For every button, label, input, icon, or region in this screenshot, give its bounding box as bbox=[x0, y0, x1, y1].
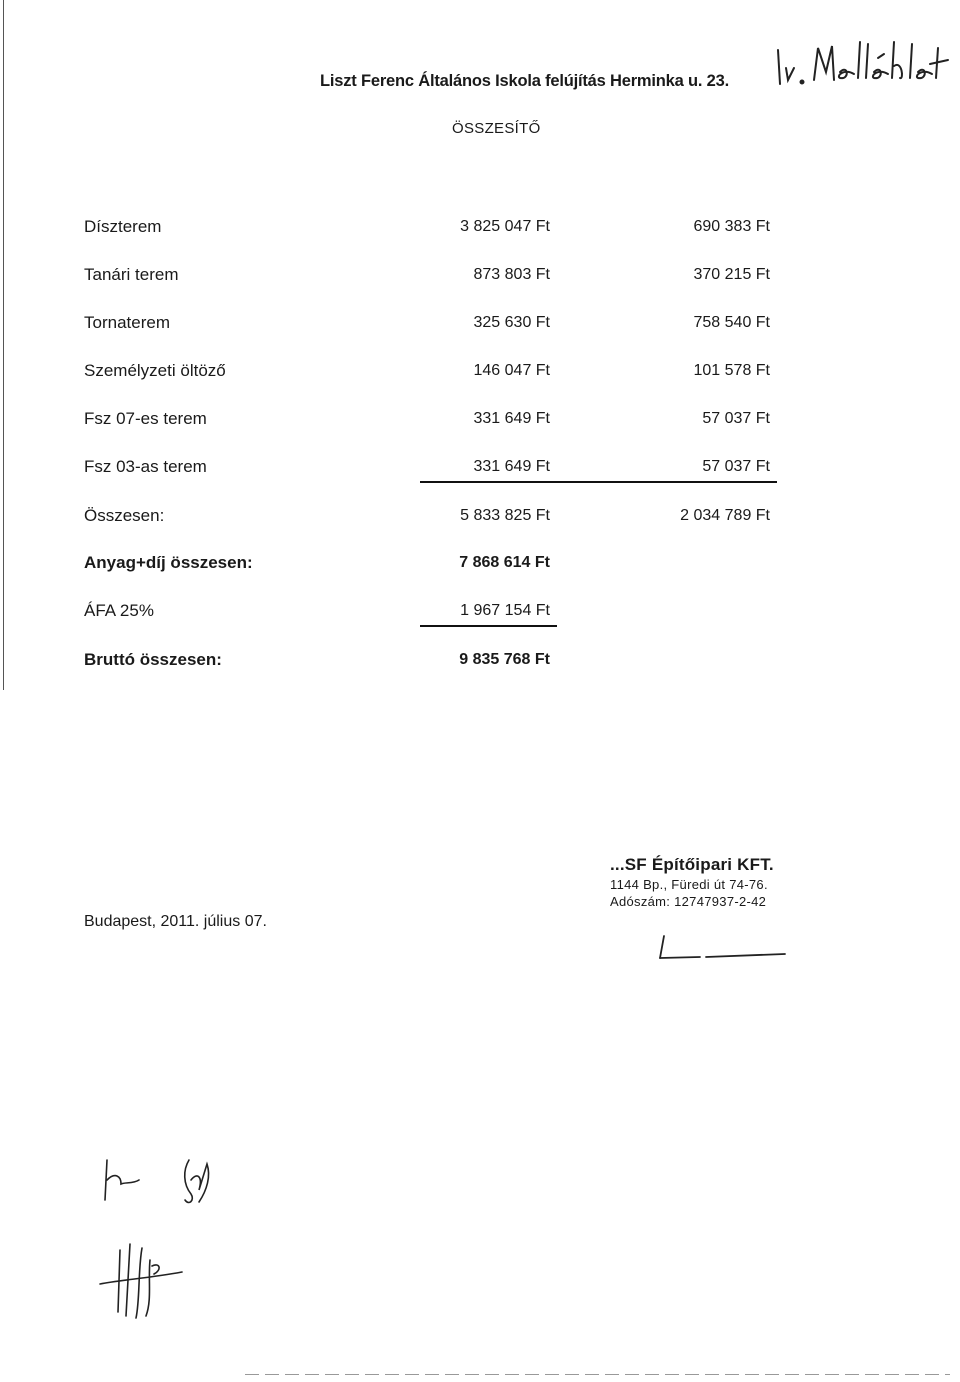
company-signature bbox=[650, 930, 790, 966]
summary-heading: ÖSSZESÍTŐ bbox=[452, 120, 541, 137]
handwritten-annex-note bbox=[770, 28, 960, 88]
row-amount-labor: 101 578 Ft bbox=[693, 362, 770, 379]
vat-rule bbox=[420, 625, 557, 627]
vat-label: ÁFA 25% bbox=[84, 601, 154, 620]
total-label: Összesen: bbox=[84, 506, 165, 525]
row-label: Tanári terem bbox=[84, 265, 179, 284]
row-amount-labor: 690 383 Ft bbox=[693, 218, 770, 235]
material-labor-total-amount: 7 868 614 Ft bbox=[459, 554, 550, 571]
bottom-dashed-line bbox=[245, 1374, 950, 1375]
material-labor-total-label: Anyag+díj összesen: bbox=[84, 553, 253, 572]
row-label: Személyzeti öltöző bbox=[84, 361, 226, 380]
stamp-address: 1144 Bp., Füredi út 74-76. bbox=[610, 877, 768, 892]
row-label: Díszterem bbox=[84, 217, 162, 236]
stamp-company-name: ...SF Építőipari KFT. bbox=[610, 855, 774, 874]
row-amount-material: 873 803 Ft bbox=[473, 266, 550, 283]
total-amount-material: 5 833 825 Ft bbox=[460, 507, 550, 524]
total-amount-labor: 2 034 789 Ft bbox=[680, 507, 770, 524]
row-amount-material: 325 630 Ft bbox=[473, 314, 550, 331]
row-amount-labor: 370 215 Ft bbox=[693, 266, 770, 283]
company-stamp bbox=[610, 855, 774, 909]
row-amount-labor: 758 540 Ft bbox=[693, 314, 770, 331]
row-amount-labor: 57 037 Ft bbox=[702, 458, 770, 475]
row-label: Fsz 03-as terem bbox=[84, 457, 207, 476]
document-title: Liszt Ferenc Általános Iskola felújítás Herminka u. 23. bbox=[320, 72, 729, 90]
subtotal-rule bbox=[420, 481, 777, 483]
left-margin-rule bbox=[3, 0, 4, 690]
vat-amount: 1 967 154 Ft bbox=[460, 602, 550, 619]
row-amount-material: 146 047 Ft bbox=[473, 362, 550, 379]
handwritten-signature bbox=[90, 1240, 200, 1320]
document-date: Budapest, 2011. július 07. bbox=[84, 913, 267, 930]
row-label: Tornaterem bbox=[84, 313, 170, 332]
stamp-tax-number: Adószám: 12747937-2-42 bbox=[610, 894, 767, 909]
row-amount-labor: 57 037 Ft bbox=[702, 410, 770, 427]
row-amount-material: 331 649 Ft bbox=[473, 458, 550, 475]
gross-total-label: Bruttó összesen: bbox=[84, 650, 222, 669]
row-amount-material: 3 825 047 Ft bbox=[460, 218, 550, 235]
row-amount-material: 331 649 Ft bbox=[473, 410, 550, 427]
row-label: Fsz 07-es terem bbox=[84, 409, 207, 428]
gross-total-amount: 9 835 768 Ft bbox=[459, 651, 550, 668]
handwritten-initials bbox=[95, 1150, 245, 1210]
